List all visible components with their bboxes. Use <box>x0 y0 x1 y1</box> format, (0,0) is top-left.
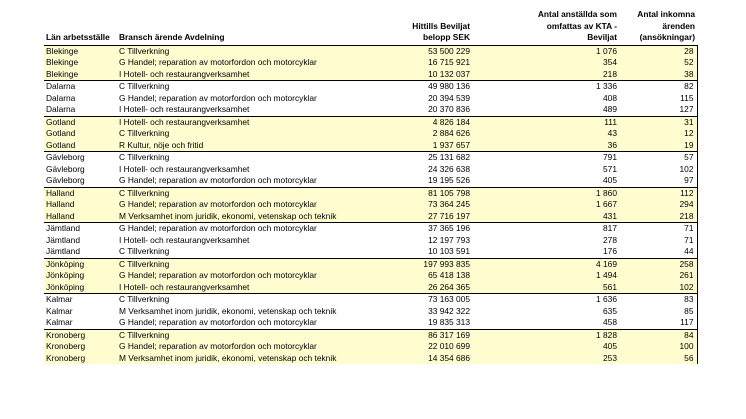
cell-arenden[interactable]: 84 <box>619 329 697 341</box>
cell-lan[interactable]: Kronoberg <box>44 353 117 365</box>
table-header <box>44 5 697 45</box>
cell-arenden[interactable]: 52 <box>619 57 697 69</box>
cell-bransch[interactable]: I Hotell- och restaurangverksamhet <box>119 104 250 115</box>
cell-bransch[interactable]: M Verksamhet inom juridik, ekonomi, vetenskap och teknik <box>117 211 380 223</box>
cell-arenden[interactable]: 12 <box>619 128 697 140</box>
cell-belopp[interactable]: 10 103 591 <box>428 246 470 257</box>
cell-anstallda[interactable]: 405 <box>603 175 617 186</box>
cell-belopp[interactable]: 33 942 322 <box>428 305 470 316</box>
cell-anstallda[interactable]: 405 <box>472 341 619 353</box>
table-row <box>44 187 697 199</box>
cell-anstallda[interactable]: 43 <box>472 128 619 140</box>
cell-arenden[interactable]: 102 <box>619 164 697 176</box>
cell-anstallda[interactable]: 561 <box>472 282 619 294</box>
table-row <box>44 270 697 282</box>
table-row <box>44 69 697 81</box>
cell-anstallda[interactable]: 176 <box>603 246 617 257</box>
cell-arenden[interactable]: 117 <box>619 317 697 329</box>
table-row <box>44 93 697 105</box>
table-row <box>44 329 697 341</box>
cell-bransch[interactable]: I Hotell- och restaurangverksamhet <box>119 234 250 245</box>
cell-anstallda[interactable]: 571 <box>603 163 617 174</box>
cell-anstallda[interactable]: 111 <box>472 116 619 128</box>
header-lan[interactable]: Län arbetsställe <box>44 5 117 45</box>
cell-lan[interactable]: Halland <box>44 199 117 211</box>
cell-bransch[interactable]: C Tillverkning <box>117 294 380 306</box>
cell-bransch[interactable]: G Handel; reparation av motorfordon och motorcyklar <box>117 57 380 69</box>
cell-bransch[interactable]: C Tillverkning <box>117 81 380 93</box>
table-row <box>44 116 697 128</box>
cell-bransch[interactable]: I Hotell- och restaurangverksamhet <box>117 69 380 81</box>
header-anstallda[interactable]: Antal anställda som omfattas av KTA - Beviljat <box>472 5 619 45</box>
cell-anstallda[interactable]: 253 <box>472 353 619 365</box>
cell-bransch[interactable]: C Tillverkning <box>117 258 380 270</box>
cell-anstallda[interactable]: 817 <box>472 223 619 235</box>
spreadsheet <box>44 5 697 364</box>
cell-lan[interactable]: Halland <box>44 187 117 199</box>
table-row <box>44 317 697 329</box>
cell-belopp[interactable]: 2 884 626 <box>380 128 472 140</box>
cell-bransch[interactable]: I Hotell- och restaurangverksamhet <box>119 163 250 174</box>
cell-bransch[interactable]: C Tillverkning <box>117 128 380 140</box>
table-row <box>44 175 697 187</box>
cell-lan[interactable]: Dalarna <box>46 104 76 115</box>
cell-anstallda[interactable]: 635 <box>603 305 617 316</box>
cell-belopp[interactable]: 10 132 037 <box>380 69 472 81</box>
table-row <box>44 223 697 235</box>
cell-lan[interactable]: Gotland <box>44 116 117 128</box>
table-row <box>44 306 697 318</box>
cell-arenden[interactable]: 102 <box>619 282 697 294</box>
cell-belopp[interactable]: 19 835 313 <box>428 317 470 328</box>
cell-bransch[interactable]: C Tillverkning <box>117 45 380 57</box>
cell-bransch[interactable]: I Hotell- och restaurangverksamhet <box>117 282 380 294</box>
table-row <box>44 152 697 164</box>
cell-arenden[interactable]: 82 <box>619 81 697 93</box>
cell-lan[interactable]: Kalmar <box>46 317 73 328</box>
cell-arenden[interactable]: 19 <box>619 140 697 152</box>
cell-belopp[interactable]: 14 354 686 <box>380 353 472 365</box>
cell-arenden[interactable]: 127 <box>619 104 697 116</box>
cell-arenden[interactable]: 31 <box>619 116 697 128</box>
table-row <box>44 235 697 247</box>
table-body <box>44 45 697 364</box>
cell-anstallda[interactable]: 1 076 <box>472 45 619 57</box>
cell-arenden[interactable]: 71 <box>619 223 697 235</box>
cell-anstallda[interactable]: 408 <box>603 92 617 103</box>
cell-lan[interactable]: Jämtland <box>46 234 80 245</box>
cell-anstallda[interactable]: 1 636 <box>472 294 619 306</box>
cell-anstallda[interactable]: 791 <box>472 152 619 164</box>
header-arenden[interactable]: Antal inkomna ärenden (ansökningar) <box>619 5 697 45</box>
cell-arenden[interactable]: 115 <box>619 93 697 105</box>
cell-arenden[interactable]: 218 <box>619 211 697 223</box>
table-row <box>44 294 697 306</box>
table-row <box>44 45 697 57</box>
cell-bransch[interactable]: R Kultur, nöje och fritid <box>117 140 380 152</box>
cell-lan[interactable]: Dalarna <box>44 81 117 93</box>
cell-arenden[interactable]: 97 <box>619 175 697 187</box>
cell-anstallda[interactable]: 1 336 <box>472 81 619 93</box>
cell-arenden[interactable]: 38 <box>619 69 697 81</box>
cell-bransch[interactable]: M Verksamhet inom juridik, ekonomi, vetenskap och teknik <box>119 305 337 316</box>
cell-bransch[interactable]: G Handel; reparation av motorfordon och motorcyklar <box>117 223 380 235</box>
cell-belopp[interactable]: 65 418 138 <box>380 270 472 282</box>
cell-bransch[interactable]: C Tillverkning <box>117 187 380 199</box>
cell-lan[interactable]: Blekinge <box>44 57 117 69</box>
cell-lan[interactable]: Gotland <box>44 140 117 152</box>
table-row <box>44 81 697 93</box>
table-row <box>44 140 697 152</box>
cell-bransch[interactable]: G Handel; reparation av motorfordon och motorcyklar <box>117 270 380 282</box>
cell-arenden[interactable]: 85 <box>619 306 697 318</box>
cell-bransch[interactable]: C Tillverkning <box>119 246 170 257</box>
cell-lan[interactable]: Jönköping <box>44 270 117 282</box>
cell-belopp[interactable]: 12 197 793 <box>428 234 470 245</box>
cell-anstallda[interactable]: 4 169 <box>472 258 619 270</box>
cell-belopp[interactable]: 73 163 005 <box>380 294 472 306</box>
cell-arenden[interactable]: 100 <box>619 341 697 353</box>
cell-belopp[interactable]: 19 195 526 <box>428 175 470 186</box>
cell-arenden[interactable]: 57 <box>619 152 697 164</box>
cell-anstallda[interactable]: 431 <box>472 211 619 223</box>
cell-lan[interactable]: Gävleborg <box>46 175 85 186</box>
table-row <box>44 211 697 223</box>
cell-belopp[interactable]: 53 500 229 <box>380 45 472 57</box>
cell-lan[interactable]: Blekinge <box>44 45 117 57</box>
table-row <box>44 164 697 176</box>
table-row <box>44 128 697 140</box>
table-row <box>44 199 697 211</box>
cell-belopp[interactable]: 81 105 798 <box>380 187 472 199</box>
cell-lan[interactable]: Kalmar <box>44 294 117 306</box>
cell-arenden[interactable]: 28 <box>619 45 697 57</box>
cell-belopp[interactable]: 16 715 921 <box>380 57 472 69</box>
cell-belopp[interactable]: 4 826 184 <box>380 116 472 128</box>
cell-lan[interactable]: Dalarna <box>46 92 76 103</box>
cell-bransch[interactable]: G Handel; reparation av motorfordon och motorcyklar <box>119 92 317 103</box>
cell-lan[interactable]: Gävleborg <box>46 163 85 174</box>
header-bransch[interactable]: Bransch ärende Avdelning <box>117 5 380 45</box>
cell-belopp[interactable]: 86 317 169 <box>380 329 472 341</box>
cell-lan[interactable]: Gävleborg <box>44 152 117 164</box>
cell-anstallda[interactable]: 1 860 <box>472 187 619 199</box>
cell-belopp[interactable]: 26 264 365 <box>380 282 472 294</box>
cell-belopp[interactable]: 20 394 539 <box>428 92 470 103</box>
cell-arenden[interactable]: 258 <box>619 258 697 270</box>
cell-belopp[interactable]: 1 937 657 <box>380 140 472 152</box>
cell-arenden[interactable]: 261 <box>619 270 697 282</box>
cell-belopp[interactable]: 25 131 682 <box>380 152 472 164</box>
cell-lan[interactable]: Jämtland <box>44 223 117 235</box>
cell-belopp[interactable]: 24 326 638 <box>428 163 470 174</box>
cell-lan[interactable]: Kronoberg <box>44 341 117 353</box>
cell-belopp[interactable]: 22 010 699 <box>380 341 472 353</box>
cell-bransch[interactable]: C Tillverkning <box>117 329 380 341</box>
cell-anstallda[interactable]: 354 <box>472 57 619 69</box>
cell-arenden[interactable]: 56 <box>619 353 697 365</box>
cell-anstallda[interactable]: 489 <box>603 104 617 115</box>
table-row <box>44 104 697 116</box>
table-row <box>44 258 697 270</box>
cell-arenden[interactable]: 112 <box>619 187 697 199</box>
cell-lan[interactable]: Jönköping <box>44 282 117 294</box>
cell-lan[interactable]: Jönköping <box>44 258 117 270</box>
cell-arenden[interactable]: 44 <box>619 246 697 258</box>
cell-lan[interactable]: Kronoberg <box>44 329 117 341</box>
cell-anstallda[interactable]: 1 828 <box>472 329 619 341</box>
header-belopp[interactable]: Hittills Beviljat belopp SEK <box>380 5 472 45</box>
cell-bransch[interactable]: I Hotell- och restaurangverksamhet <box>117 116 380 128</box>
table-row <box>44 353 697 365</box>
cell-anstallda[interactable]: 1 494 <box>472 270 619 282</box>
cell-bransch[interactable]: M Verksamhet inom juridik, ekonomi, vetenskap och teknik <box>117 353 380 365</box>
cell-belopp[interactable]: 27 716 197 <box>380 211 472 223</box>
table-row <box>44 246 697 258</box>
cell-belopp[interactable]: 197 993 835 <box>380 258 472 270</box>
cell-arenden[interactable]: 83 <box>619 294 697 306</box>
cell-bransch[interactable]: G Handel; reparation av motorfordon och motorcyklar <box>117 341 380 353</box>
cell-bransch[interactable]: C Tillverkning <box>117 152 380 164</box>
cell-lan[interactable]: Jämtland <box>46 246 80 257</box>
data-table <box>44 5 698 364</box>
cell-lan[interactable]: Blekinge <box>44 69 117 81</box>
table-row <box>44 57 697 69</box>
cell-anstallda[interactable]: 1 667 <box>472 199 619 211</box>
cell-bransch[interactable]: G Handel; reparation av motorfordon och motorcyklar <box>117 199 380 211</box>
cell-bransch[interactable]: G Handel; reparation av motorfordon och motorcyklar <box>119 317 317 328</box>
cell-lan[interactable]: Halland <box>44 211 117 223</box>
cell-lan[interactable]: Kalmar <box>46 305 73 316</box>
cell-arenden[interactable]: 71 <box>619 235 697 247</box>
cell-anstallda[interactable]: 458 <box>603 317 617 328</box>
cell-bransch[interactable]: G Handel; reparation av motorfordon och motorcyklar <box>119 175 317 186</box>
table-row <box>44 341 697 353</box>
cell-belopp[interactable]: 73 364 245 <box>380 199 472 211</box>
cell-belopp[interactable]: 20 370 836 <box>428 104 470 115</box>
cell-anstallda[interactable]: 218 <box>472 69 619 81</box>
cell-belopp[interactable]: 49 980 136 <box>380 81 472 93</box>
cell-anstallda[interactable]: 36 <box>472 140 619 152</box>
cell-anstallda[interactable]: 278 <box>603 234 617 245</box>
cell-belopp[interactable]: 37 365 196 <box>380 223 472 235</box>
cell-arenden[interactable]: 294 <box>619 199 697 211</box>
table-row <box>44 282 697 294</box>
cell-lan[interactable]: Gotland <box>44 128 117 140</box>
